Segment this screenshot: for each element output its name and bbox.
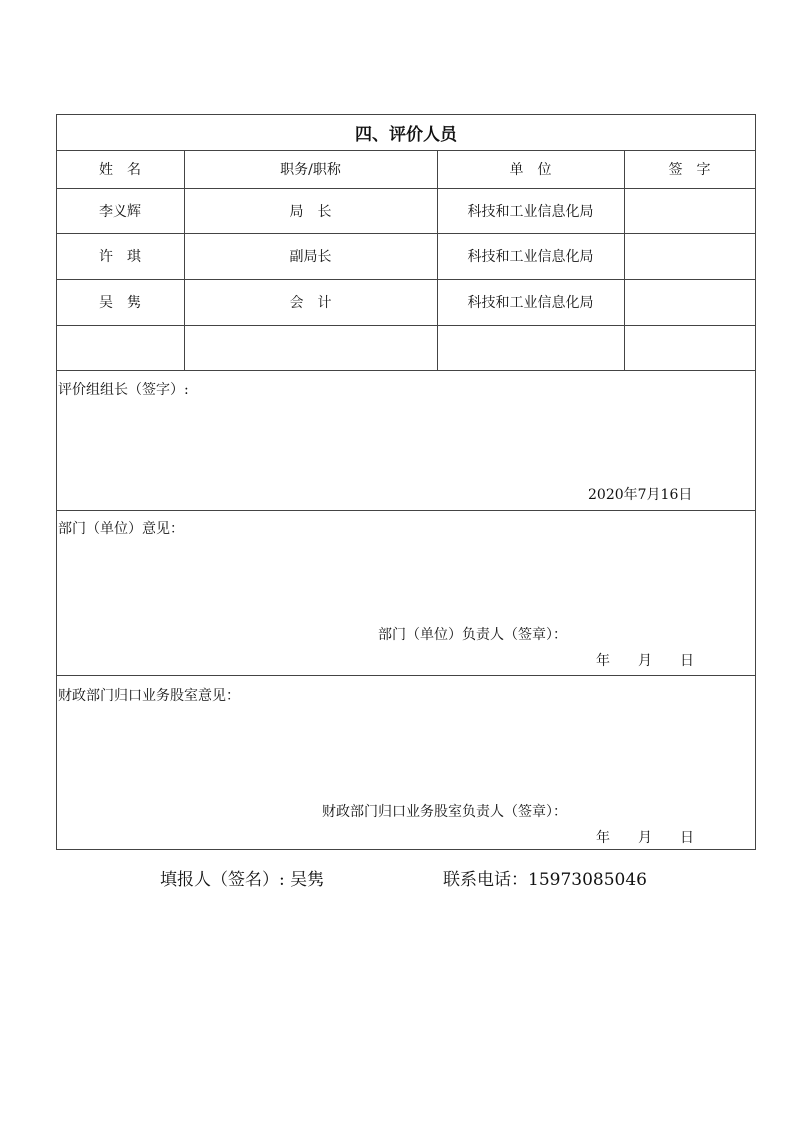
filler-signature: 填报人（签名）: 吴隽 (160, 870, 325, 890)
cell-unit: 科技和工业信息化局 (467, 295, 594, 311)
cell-unit: 科技和工业信息化局 (467, 249, 594, 265)
header-title: 职务/职称 (280, 162, 341, 178)
cell-title: 副局长 (289, 249, 332, 265)
border (56, 849, 756, 850)
cell-title: 局 长 (289, 203, 332, 220)
leader-date: 2020年7月16日 (588, 487, 693, 503)
divider (56, 325, 756, 326)
cell-signature (624, 233, 755, 279)
header-name: 姓 名 (99, 162, 141, 178)
header-signature: 签 字 (668, 162, 711, 178)
divider (56, 510, 756, 511)
section-title: 四、评价人员 (355, 124, 457, 145)
cell-name: 许 琪 (99, 249, 141, 265)
leader-label: 评价组组长（签字）: (58, 382, 189, 398)
cell-unit: 科技和工业信息化局 (467, 203, 594, 220)
dept-date: 年 月 日 (596, 653, 694, 669)
contact-phone: 联系电话：15973085046 (443, 870, 647, 890)
finance-opinion-label: 财政部门归口业务股室意见： (58, 688, 240, 704)
divider (56, 675, 756, 676)
border (755, 114, 756, 850)
cell-name: 吴 隽 (99, 295, 141, 311)
divider (56, 370, 756, 371)
dept-signer-label: 部门（单位）负责人（签章）： (378, 627, 567, 643)
cell-title: 会 计 (289, 295, 332, 311)
header-unit: 单 位 (509, 162, 552, 178)
cell-name: 李义辉 (99, 203, 141, 220)
cell-signature (624, 279, 755, 325)
dept-opinion-label: 部门（单位）意见： (58, 521, 184, 537)
finance-date: 年 月 日 (596, 830, 694, 846)
finance-signer-label: 财政部门归口业务股室负责人（签章）： (322, 804, 567, 820)
cell-signature (624, 188, 755, 233)
